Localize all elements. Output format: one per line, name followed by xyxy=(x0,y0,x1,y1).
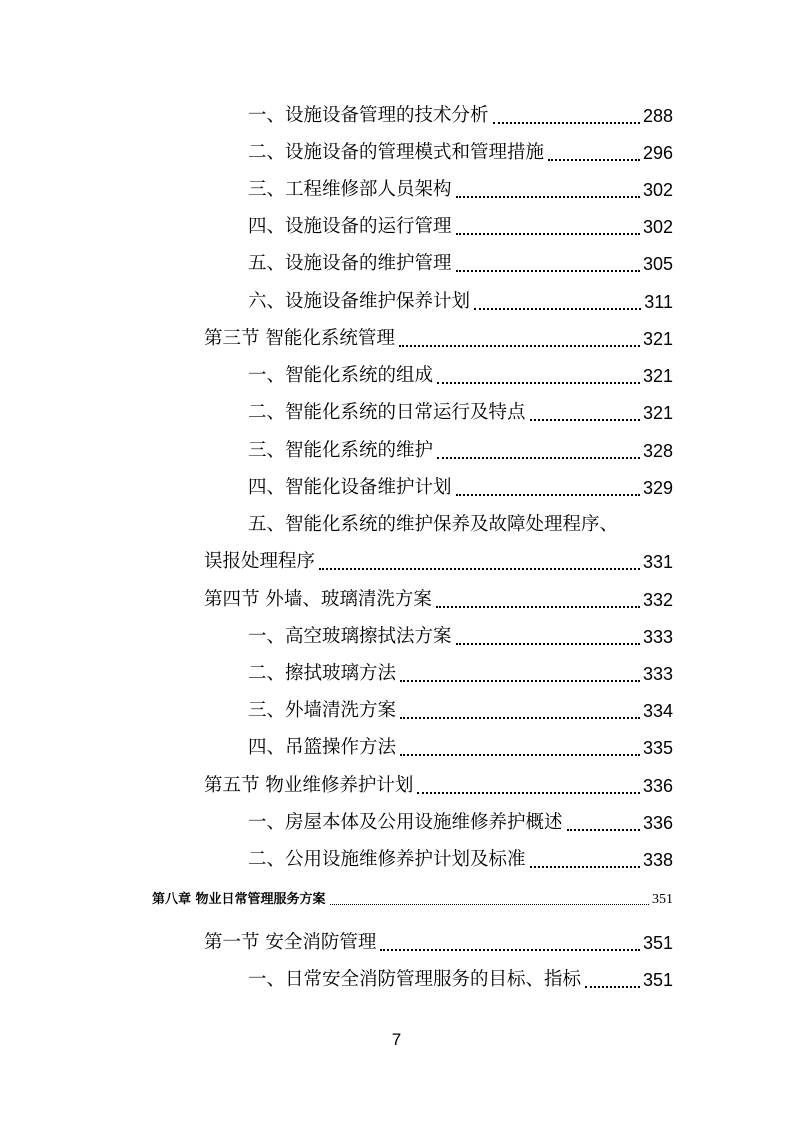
toc-entry-page: 288 xyxy=(642,106,673,126)
toc-entry-page: 305 xyxy=(642,254,673,274)
toc-dot-leader xyxy=(400,754,640,756)
toc-entry-page: 311 xyxy=(644,292,673,312)
toc-entry-page: 321 xyxy=(642,366,673,386)
toc-entry[interactable] xyxy=(248,99,673,133)
toc-dot-leader xyxy=(456,643,640,645)
toc-entry-page: 328 xyxy=(642,441,673,461)
toc-entry-title: 二、公用设施维修养护计划及标准 xyxy=(248,849,526,870)
toc-dot-leader xyxy=(456,233,640,235)
toc-dot-leader xyxy=(437,382,640,384)
toc-entry[interactable] xyxy=(248,210,673,244)
toc-entry-page: 351 xyxy=(642,970,673,990)
toc-entry-page: 336 xyxy=(642,776,673,796)
toc-entry[interactable] xyxy=(248,657,673,691)
toc-entry-title: 误报处理程序 xyxy=(204,551,316,572)
toc-entry[interactable] xyxy=(248,396,673,430)
toc-entry-page: 333 xyxy=(642,664,673,684)
toc-dot-leader xyxy=(456,270,640,272)
toc-entry-title: 第三节 智能化系统管理 xyxy=(204,328,395,349)
toc-entry-page: 335 xyxy=(642,738,673,758)
toc-entry-page: 302 xyxy=(642,180,673,200)
toc-entry-title: 二、设施设备的管理模式和管理措施 xyxy=(248,142,545,163)
toc-dot-leader xyxy=(530,866,640,868)
toc-entry-title: 第一节 安全消防管理 xyxy=(204,932,377,953)
toc-dot-leader xyxy=(319,568,640,570)
toc-dot-leader xyxy=(330,904,649,905)
toc-entry-title: 第五节 物业维修养护计划 xyxy=(204,775,414,796)
toc-entry-title: 二、智能化系统的日常运行及特点 xyxy=(248,402,526,423)
toc-entry-page: 333 xyxy=(642,627,673,647)
toc-dot-leader xyxy=(548,159,640,161)
toc-dot-leader xyxy=(437,457,640,459)
toc-dot-leader xyxy=(474,308,641,310)
toc-entry[interactable] xyxy=(248,694,673,728)
toc-entry[interactable] xyxy=(248,963,673,997)
toc-section-entry[interactable] xyxy=(204,769,673,803)
toc-entry-title-line1[interactable]: 五、智能化系统的维护保养及故障处理程序、 xyxy=(248,514,619,535)
toc-entry-title: 一、高空玻璃擦拭法方案 xyxy=(248,626,452,647)
toc-entry-page: 302 xyxy=(642,217,673,237)
toc-entry[interactable] xyxy=(204,545,673,579)
toc-entry[interactable] xyxy=(248,359,673,393)
toc-entry-title: 三、外墙清洗方案 xyxy=(248,700,397,721)
toc-dot-leader xyxy=(530,419,640,421)
toc-entry-page: 331 xyxy=(642,552,673,572)
toc-entry-title: 一、智能化系统的组成 xyxy=(248,365,434,386)
toc-entry-page: 321 xyxy=(642,329,673,349)
toc-entry-title: 三、工程维修部人员架构 xyxy=(248,179,452,200)
toc-dot-leader xyxy=(400,717,640,719)
toc-entry[interactable] xyxy=(248,434,673,468)
toc-entry[interactable] xyxy=(248,806,673,840)
toc-dot-leader xyxy=(456,494,640,496)
toc-entry-title: 四、设施设备的运行管理 xyxy=(248,216,452,237)
toc-entry[interactable] xyxy=(248,285,673,319)
toc-entry-title: 一、日常安全消防管理服务的目标、指标 xyxy=(248,969,582,990)
toc-entry-title: 四、吊篮操作方法 xyxy=(248,737,397,758)
toc-entry[interactable] xyxy=(248,731,673,765)
toc-entry-page: 321 xyxy=(642,403,673,423)
toc-entry-page: 296 xyxy=(642,143,673,163)
toc-chapter-entry[interactable] xyxy=(152,888,673,912)
toc-entry-title: 一、设施设备管理的技术分析 xyxy=(248,105,489,126)
toc-dot-leader xyxy=(380,949,640,951)
toc-entry[interactable] xyxy=(248,173,673,207)
toc-entry-page: 334 xyxy=(642,701,673,721)
toc-section-entry[interactable] xyxy=(204,926,673,960)
toc-entry-title: 二、擦拭玻璃方法 xyxy=(248,663,397,684)
toc-dot-leader xyxy=(585,986,640,988)
toc-entry-title: 六、设施设备维护保养计划 xyxy=(248,291,471,312)
toc-entry[interactable] xyxy=(248,136,673,170)
toc-entry-page: 329 xyxy=(642,478,673,498)
toc-section-entry[interactable] xyxy=(204,583,673,617)
toc-entry-page: 351 xyxy=(642,933,673,953)
toc-dot-leader xyxy=(567,829,640,831)
toc-dot-leader xyxy=(399,345,640,347)
toc-entry-title: 三、智能化系统的维护 xyxy=(248,440,434,461)
toc-entry-title: 第八章 物业日常管理服务方案 xyxy=(152,892,326,907)
toc-dot-leader xyxy=(493,122,640,124)
toc-dot-leader xyxy=(456,196,640,198)
page-number: 7 xyxy=(391,1030,402,1049)
toc-entry-page: 351 xyxy=(652,892,673,907)
toc-entry[interactable] xyxy=(248,247,673,281)
toc-entry[interactable] xyxy=(248,620,673,654)
toc-entry-title: 五、设施设备的维护管理 xyxy=(248,253,452,274)
toc-entry[interactable] xyxy=(248,843,673,877)
toc-section-entry[interactable] xyxy=(204,322,673,356)
toc-entry-page: 332 xyxy=(642,590,673,610)
toc-entry-title: 第四节 外墙、玻璃清洗方案 xyxy=(204,589,432,610)
toc-entry-page: 336 xyxy=(642,813,673,833)
toc-dot-leader xyxy=(436,606,640,608)
toc-dot-leader xyxy=(400,680,640,682)
toc-dot-leader xyxy=(417,792,640,794)
toc-entry-page: 338 xyxy=(642,850,673,870)
toc-entry-title: 一、房屋本体及公用设施维修养护概述 xyxy=(248,812,563,833)
toc-entry-title: 四、智能化设备维护计划 xyxy=(248,477,452,498)
toc-entry[interactable] xyxy=(248,471,673,505)
